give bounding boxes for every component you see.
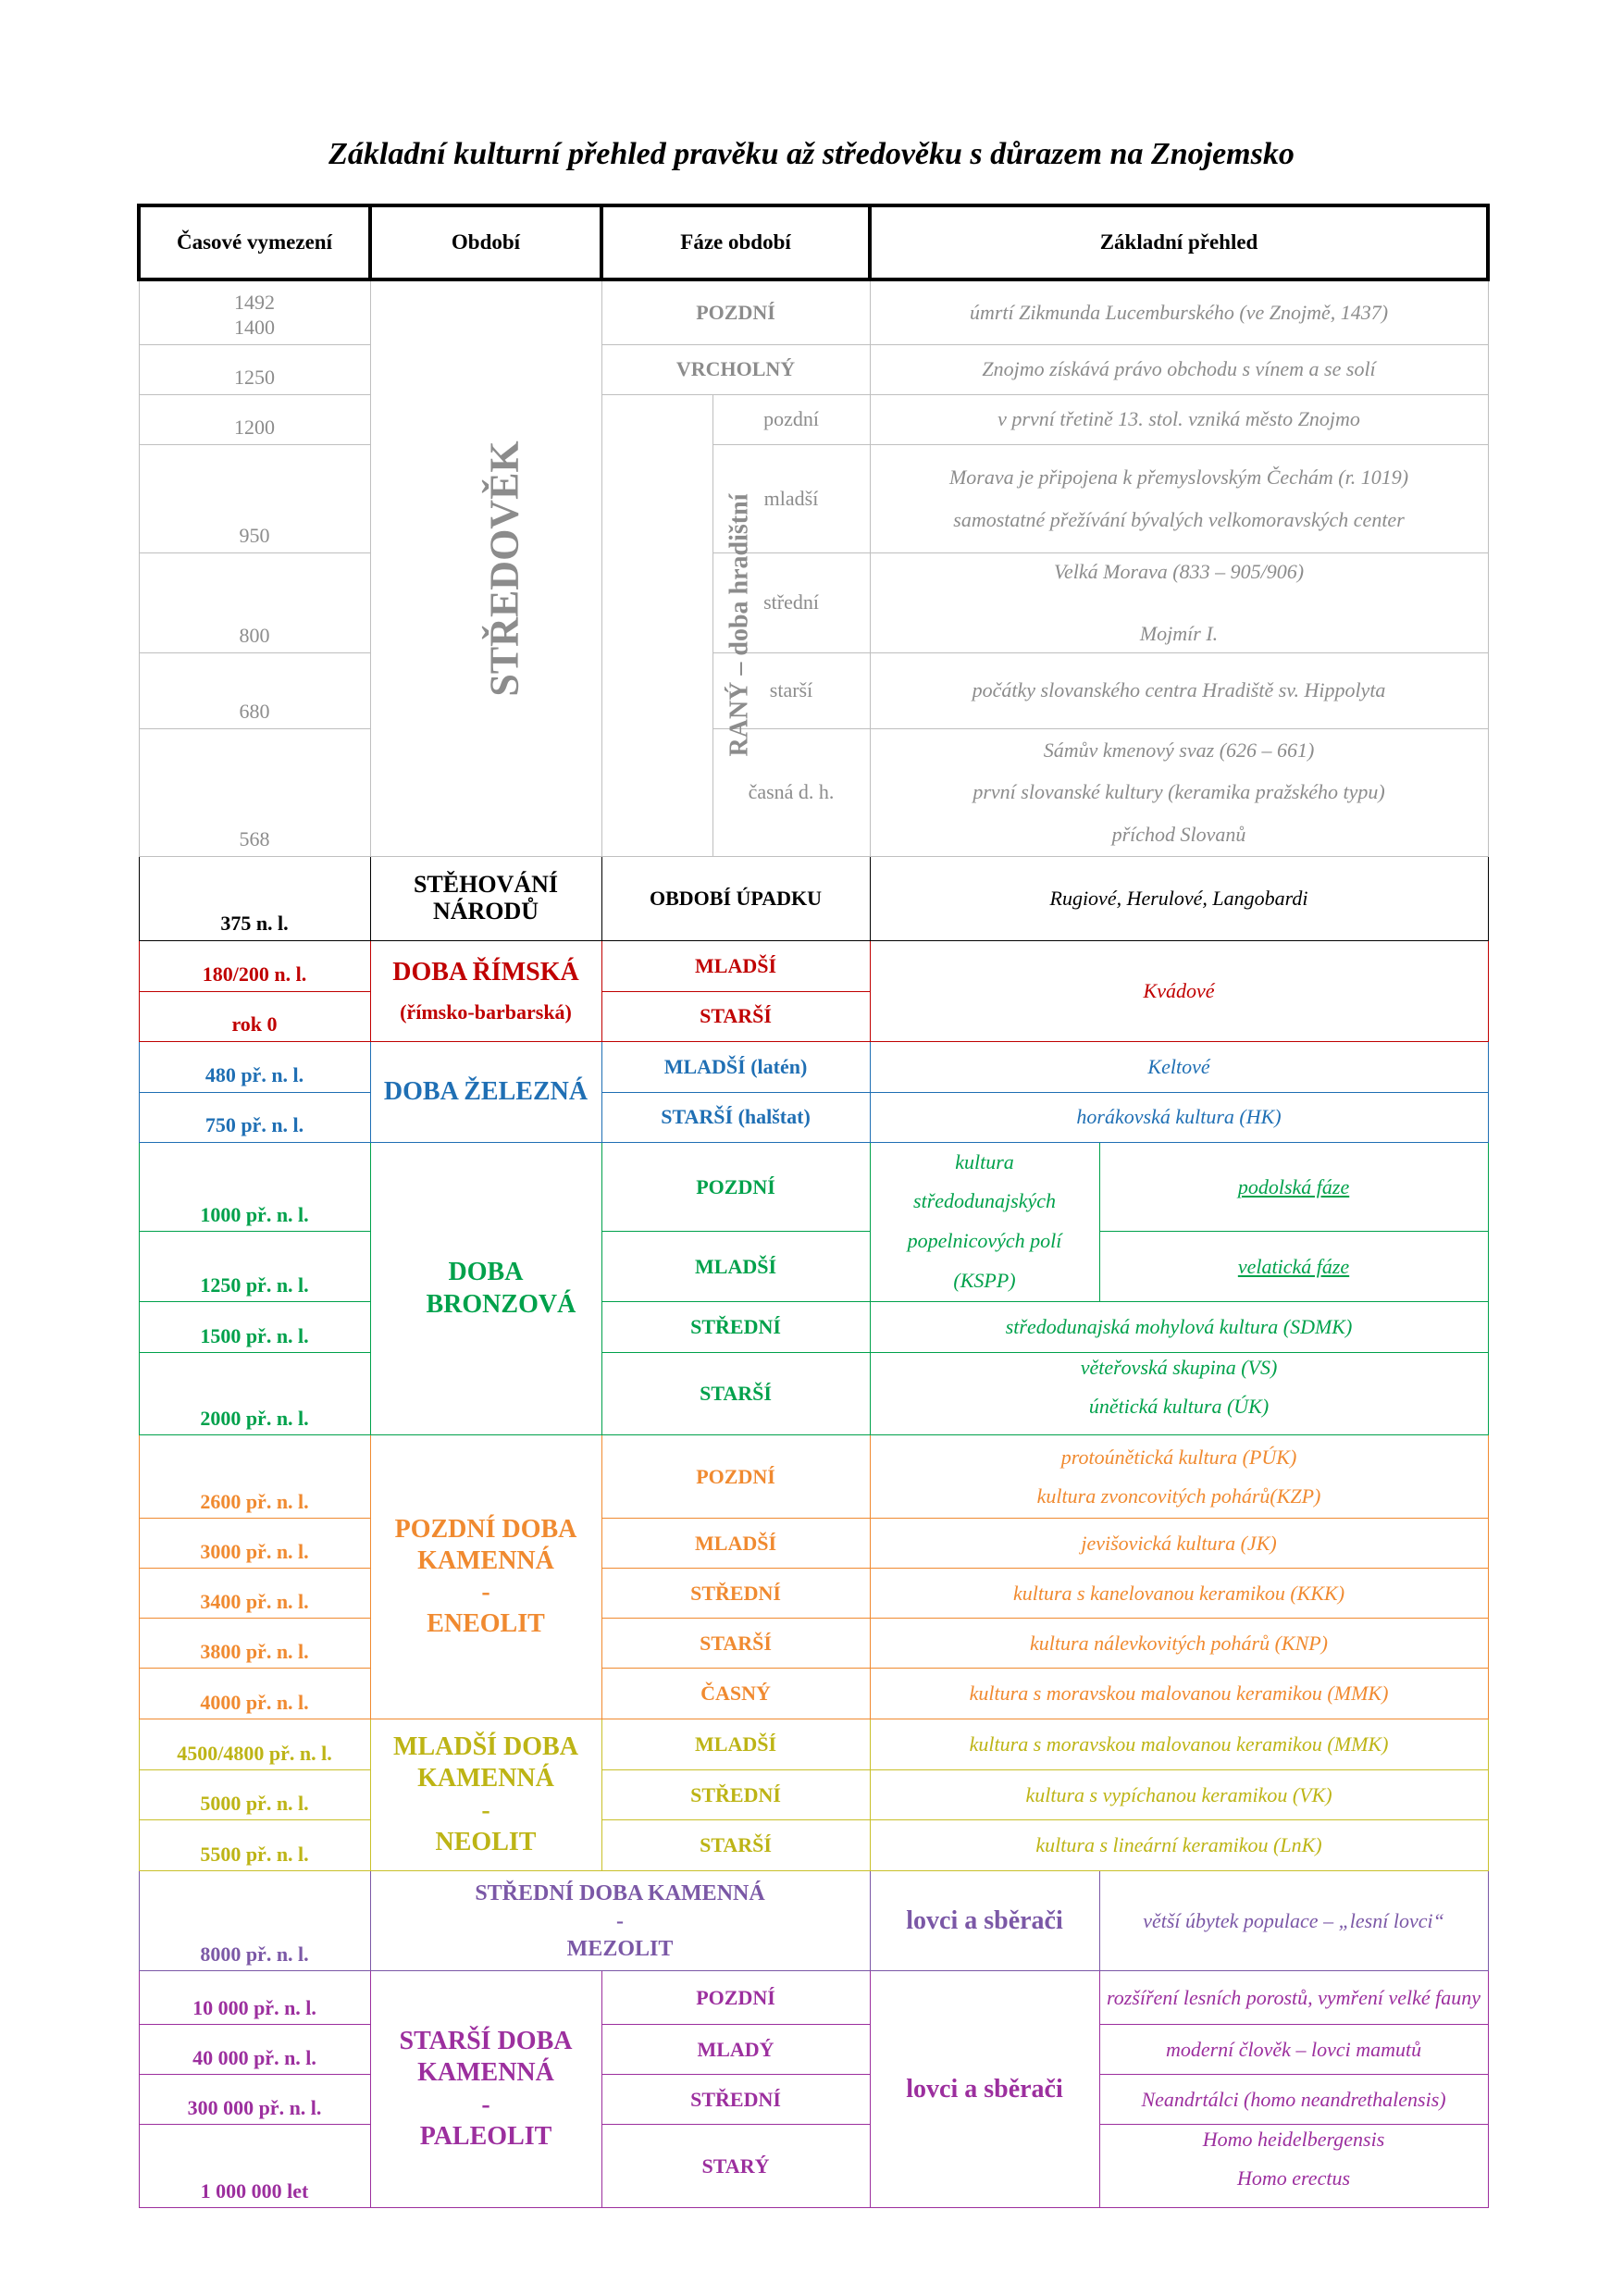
year-cell: 40 000 př. n. l. <box>139 2025 370 2075</box>
overview-cell: jevišovická kultura (JK) <box>870 1519 1488 1569</box>
overview-cell: Kvádové <box>870 940 1488 1041</box>
period-cell <box>370 279 601 856</box>
phase-cell: POZDNÍ <box>601 279 870 344</box>
year-cell: 4500/4800 př. n. l. <box>139 1719 370 1770</box>
header-overview: Základní přehled <box>870 205 1488 279</box>
header-phase: Fáze období <box>601 205 870 279</box>
overview-cell: velatická fáze <box>1099 1232 1488 1302</box>
subphase-cell: mladší <box>712 444 870 552</box>
year-cell: 1250 <box>139 344 370 394</box>
table-row <box>139 344 1488 394</box>
table-row <box>139 1871 1488 1971</box>
phase-cell: STARŠÍ <box>601 1353 870 1435</box>
overview-cell: kultura s lineární keramikou (LnK) <box>870 1820 1488 1871</box>
table-row <box>139 444 1488 552</box>
overview-cell: Sámův kmenový svaz (626 – 661) první slovanské kultury (keramika pražského typu) příchod Slovanů <box>870 728 1488 856</box>
overview-cell: Keltové <box>870 1041 1488 1092</box>
overview-cell: Znojmo získává právo obchodu s vínem a se solí <box>870 344 1488 394</box>
phase-cell: STARŠÍ (halštat) <box>601 1092 870 1142</box>
overview-cell: Neandrtálci (homo neandrethalensis) <box>1099 2075 1488 2125</box>
table-row <box>139 279 1488 344</box>
period-cell: DOBA BRONZOVÁ <box>370 1142 601 1435</box>
phase-cell: MLADŠÍ <box>601 1719 870 1770</box>
period-cell: POZDNÍ DOBA KAMENNÁ - ENEOLIT <box>370 1435 601 1719</box>
table-row <box>139 1435 1488 1519</box>
overview-cell: větší úbytek populace – „lesní lovci“ <box>1099 1871 1488 1971</box>
table-row <box>139 2075 1488 2125</box>
table-row <box>139 1971 1488 2025</box>
header-time: Časové vymezení <box>139 205 370 279</box>
year-cell: 180/200 n. l. <box>139 940 370 991</box>
header-row <box>139 205 1488 279</box>
overview-cell: kultura s vypíchanou keramikou (VK) <box>870 1770 1488 1820</box>
table-row <box>139 1232 1488 1302</box>
table-row <box>139 1142 1488 1232</box>
year-cell: 1200 <box>139 394 370 444</box>
phase-cell: OBDOBÍ ÚPADKU <box>601 856 870 940</box>
subphase-cell: pozdní <box>712 394 870 444</box>
year-cell: 300 000 př. n. l. <box>139 2075 370 2125</box>
overview-cell: rozšíření lesních porostů, vymření velké fauny <box>1099 1971 1488 2025</box>
overview-cell: počátky slovanského centra Hradiště sv. Hippolyta <box>870 652 1488 728</box>
period-cell: STŘEDNÍ DOBA KAMENNÁ - MEZOLIT <box>370 1871 870 1971</box>
table-row <box>139 1770 1488 1820</box>
page-title: Základní kulturní přehled pravěku až středověku s důrazem na Znojemsko <box>328 137 1295 171</box>
early-phase-cell <box>601 394 753 856</box>
table-row <box>139 940 1488 991</box>
year-cell: 3000 př. n. l. <box>139 1519 370 1569</box>
phase-cell: MLADŠÍ (latén) <box>601 1041 870 1092</box>
year-cell: 3400 př. n. l. <box>139 1569 370 1619</box>
phase-cell: VRCHOLNÝ <box>601 344 870 394</box>
phase-cell: MLADŠÍ <box>601 940 870 991</box>
year-cell: 1250 př. n. l. <box>139 1232 370 1302</box>
table-row <box>139 652 1488 728</box>
phase-cell: POZDNÍ <box>601 1142 870 1232</box>
table-row <box>139 1669 1488 1719</box>
year-cell: 5500 př. n. l. <box>139 1820 370 1871</box>
overview-cell: kultura nálevkovitých pohárů (KNP) <box>870 1619 1488 1669</box>
table-row <box>139 1569 1488 1619</box>
period-cell: STARŠÍ DOBA KAMENNÁ - PALEOLIT <box>370 1971 601 2208</box>
overview-cell: podolská fáze <box>1099 1142 1488 1232</box>
phase-cell: POZDNÍ <box>601 1435 870 1519</box>
overview-cell: kultura s moravskou malovanou keramikou (MMK) <box>870 1719 1488 1770</box>
overview-cell: v první třetině 13. stol. vzniká město Znojmo <box>870 394 1488 444</box>
year-cell: 375 n. l. <box>139 856 370 940</box>
phase-cell: STŘEDNÍ <box>601 1569 870 1619</box>
year-cell: 680 <box>139 652 370 728</box>
table-row <box>139 1302 1488 1353</box>
phase-cell: STŘEDNÍ <box>601 1770 870 1820</box>
phase-cell: STARŠÍ <box>601 1619 870 1669</box>
phase-cell: MLADÝ <box>601 2025 870 2075</box>
year-cell: 4000 př. n. l. <box>139 1669 370 1719</box>
overview-cell: Velká Morava (833 – 905/906) Mojmír I. <box>870 552 1488 652</box>
group-cell: lovci a sběrači <box>870 1871 1099 1971</box>
year-cell: 5000 př. n. l. <box>139 1770 370 1820</box>
subphase-cell: časná d. h. <box>712 728 870 856</box>
period-cell: STĚHOVÁNÍ NÁRODŮ <box>370 856 601 940</box>
overview-cell: úmrtí Zikmunda Lucemburského (ve Znojmě, 1437) <box>870 279 1488 344</box>
overview-cell: kultura s moravskou malovanou keramikou (MMK) <box>870 1669 1488 1719</box>
year-cell: rok 0 <box>139 991 370 1041</box>
phase-cell: MLADŠÍ <box>601 1232 870 1302</box>
table-row <box>139 728 1488 856</box>
table-row <box>139 1820 1488 1871</box>
year-cell: 480 př. n. l. <box>139 1041 370 1092</box>
year-cell: 2000 př. n. l. <box>139 1353 370 1435</box>
table-row <box>139 2025 1488 2075</box>
overview-cell: protoúnětická kultura (PÚK) kultura zvoncovitých pohárů(KZP) <box>870 1435 1488 1519</box>
period-cell: MLADŠÍ DOBA KAMENNÁ - NEOLIT <box>370 1719 601 1871</box>
period-cell: DOBA ŽELEZNÁ <box>370 1041 601 1142</box>
table-row <box>139 856 1488 940</box>
year-cell: 1492 1400 <box>139 279 370 344</box>
year-cell: 3800 př. n. l. <box>139 1619 370 1669</box>
phase-cell: STARŠÍ <box>601 1820 870 1871</box>
year-cell: 568 <box>139 728 370 856</box>
kspp-cell: kultura středodunajských popelnicových polí (KSPP) <box>870 1142 1099 1302</box>
group-cell: lovci a sběrači <box>870 1971 1099 2208</box>
year-cell: 8000 př. n. l. <box>139 1871 370 1971</box>
table-row <box>139 1519 1488 1569</box>
early-phase-label: RANÝ – doba hradištní <box>724 493 753 757</box>
header-period: Období <box>370 205 601 279</box>
period-label: STŘEDOVĚK <box>481 441 527 697</box>
year-cell: 10 000 př. n. l. <box>139 1971 370 2025</box>
overview-cell: středodunajská mohylová kultura (SDMK) <box>870 1302 1488 1353</box>
overview-cell: kultura s kanelovanou keramikou (KKK) <box>870 1569 1488 1619</box>
year-cell: 2600 př. n. l. <box>139 1435 370 1519</box>
phase-cell: STARÝ <box>601 2125 870 2208</box>
year-cell: 1 000 000 let <box>139 2125 370 2208</box>
table-row <box>139 552 1488 652</box>
overview-table <box>137 204 1490 2208</box>
table-row <box>139 394 1488 444</box>
table-row <box>139 1619 1488 1669</box>
phase-cell: POZDNÍ <box>601 1971 870 2025</box>
overview-cell: horákovská kultura (HK) <box>870 1092 1488 1142</box>
table-row <box>139 1041 1488 1092</box>
subphase-cell: střední <box>712 552 870 652</box>
overview-cell: moderní člověk – lovci mamutů <box>1099 2025 1488 2075</box>
phase-cell: STARŠÍ <box>601 991 870 1041</box>
overview-cell: Homo heidelbergensis Homo erectus <box>1099 2125 1488 2208</box>
overview-cell: Rugiové, Herulové, Langobardi <box>870 856 1488 940</box>
table-row <box>139 1353 1488 1435</box>
period-cell: DOBA ŘÍMSKÁ (římsko-barbarská) <box>370 940 601 1041</box>
phase-cell: ČASNÝ <box>601 1669 870 1719</box>
phase-cell: STŘEDNÍ <box>601 2075 870 2125</box>
phase-cell: STŘEDNÍ <box>601 1302 870 1353</box>
subphase-cell: starší <box>712 652 870 728</box>
table-row <box>139 1092 1488 1142</box>
year-cell: 950 <box>139 444 370 552</box>
table-row <box>139 2125 1488 2208</box>
year-cell: 800 <box>139 552 370 652</box>
year-cell: 1500 př. n. l. <box>139 1302 370 1353</box>
overview-cell: věteřovská skupina (VS) únětická kultura (ÚK) <box>870 1353 1488 1435</box>
year-cell: 1000 př. n. l. <box>139 1142 370 1232</box>
overview-cell: Morava je připojena k přemyslovským Čechám (r. 1019) samostatné přežívání bývalých velkomoravských center <box>870 444 1488 552</box>
year-cell: 750 př. n. l. <box>139 1092 370 1142</box>
table-row <box>139 1719 1488 1770</box>
phase-cell: MLADŠÍ <box>601 1519 870 1569</box>
